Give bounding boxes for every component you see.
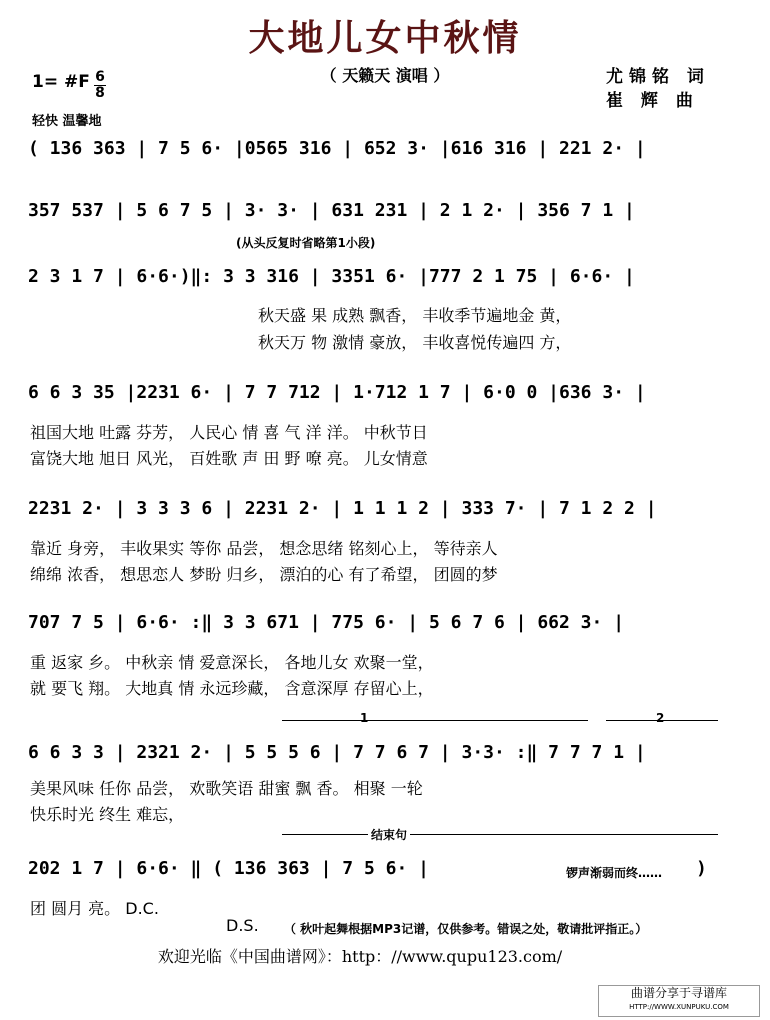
ending-1-bracket [282, 720, 588, 721]
lyrics-line-5-verse-1: 靠近 身旁， 丰收果实 等你 品尝， 想念思绪 铭刻心上， 等待亲人 [30, 539, 498, 558]
tempo-marking: 轻快 温馨地 [32, 114, 102, 129]
lyrics-line-3-verse-1: 秋天盛 果 成熟 飘香， 丰收季节遍地金 黄， [258, 306, 572, 325]
page-title: 大地儿女中秋情 [248, 17, 522, 59]
singer-credit: （ 天籁天 演唱 ） [320, 66, 450, 85]
lyrics-line-3-verse-2: 秋天万 物 激情 豪放， 丰收喜悦传遍四 方， [258, 333, 572, 352]
lyrics-line-5-verse-2: 绵绵 浓香， 想思恋人 梦盼 归乡， 漂泊的心 有了希望， 团圆的梦 [30, 565, 498, 584]
watermark-line-1: 曲谱分享于寻谱库 [630, 986, 727, 1000]
lyrics-line-4-verse-2: 富饶大地 旭日 风光， 百姓歌 声 田 野 嘹 亮。 儿女情意 [30, 449, 428, 468]
lyrics-line-8-verse-1: 团 圆月 亮。 D.C. [30, 899, 159, 918]
lyrics-line-7-verse-1: 美果风味 任你 品尝， 欢歌笑语 甜蜜 飘 香。 相聚 一轮 [30, 779, 423, 798]
end-phrase-bracket [282, 834, 718, 835]
composer-credit: 崔 辉 曲 [606, 91, 699, 111]
ending-1-label: 1 [360, 711, 369, 725]
score-line-3: 2 3 1 7 | 6·6·)‖: 3 3 316 | 3351 6· |777 2 1 75 | 6·6· | [28, 266, 635, 287]
time-signature-bottom: 8 [95, 85, 105, 101]
score-line-4: 6 6 3 35 |2231 6· | 7 7 712 | 1·712 1 7 | 6·0 0 |636 3· | [28, 382, 646, 403]
skip-note: (从头反复时省略第1小段) [236, 236, 376, 250]
ds-marker: D.S. [226, 916, 259, 935]
lyricist-credit: 尤锦铭 词 [606, 67, 710, 87]
lyrics-line-6-verse-1: 重 返家 乡。 中秋亲 情 爱意深长， 各地儿女 欢聚一堂， [30, 653, 434, 672]
watermark [598, 985, 760, 1017]
score-line-6: 707 7 5 | 6·6· :‖ 3 3 671 | 775 6· | 5 6 7 6 | 662 3· | [28, 612, 625, 633]
lyrics-line-7-verse-2: 快乐时光 终生 难忘， [30, 805, 185, 824]
score-line-2: 357 537 | 5 6 7 5 | 3· 3· | 631 231 | 2 1 2· | 356 7 1 | [28, 200, 635, 221]
lyrics-line-4-verse-1: 祖国大地 吐露 芬芳， 人民心 情 喜 气 洋 洋。 中秋节日 [30, 423, 428, 442]
fade-close-paren: ) [696, 858, 707, 879]
lyrics-line-6-verse-2: 就 要飞 翔。 大地真 情 永远珍藏， 含意深厚 存留心上， [30, 679, 434, 698]
score-line-8: 202 1 7 | 6·6· ‖ ( 136 363 | 7 5 6· | [28, 858, 429, 879]
end-phrase-label: 结束句 [368, 826, 410, 843]
score-line-1: ( 136 363 | 7 5 6· |0565 316 | 652 3· |616 316 | 221 2· | [28, 138, 646, 159]
time-signature-top: 6 [95, 69, 105, 85]
footer-link: 欢迎光临《中国曲谱网》：http：//www.qupu123.com/ [157, 947, 563, 966]
time-signature [94, 70, 106, 101]
watermark-line-2: HTTP://WWW.XUNPUKU.COM [629, 1003, 729, 1011]
ending-2-label: 2 [656, 711, 665, 725]
key-signature: 1= #F [32, 72, 90, 92]
ds-note: （ 秋叶起舞根据MP3记谱，仅供参考。错误之处，敬请批评指正。） [284, 922, 648, 936]
fade-note: 锣声渐弱而终…… [566, 866, 663, 880]
score-line-5: 2231 2· | 3 3 3 6 | 2231 2· | 1 1 1 2 | 333 7· | 7 1 2 2 | [28, 498, 657, 519]
score-line-7: 6 6 3 3 | 2321 2· | 5 5 5 6 | 7 7 6 7 | 3·3· :‖ 7 7 7 1 | [28, 742, 646, 763]
